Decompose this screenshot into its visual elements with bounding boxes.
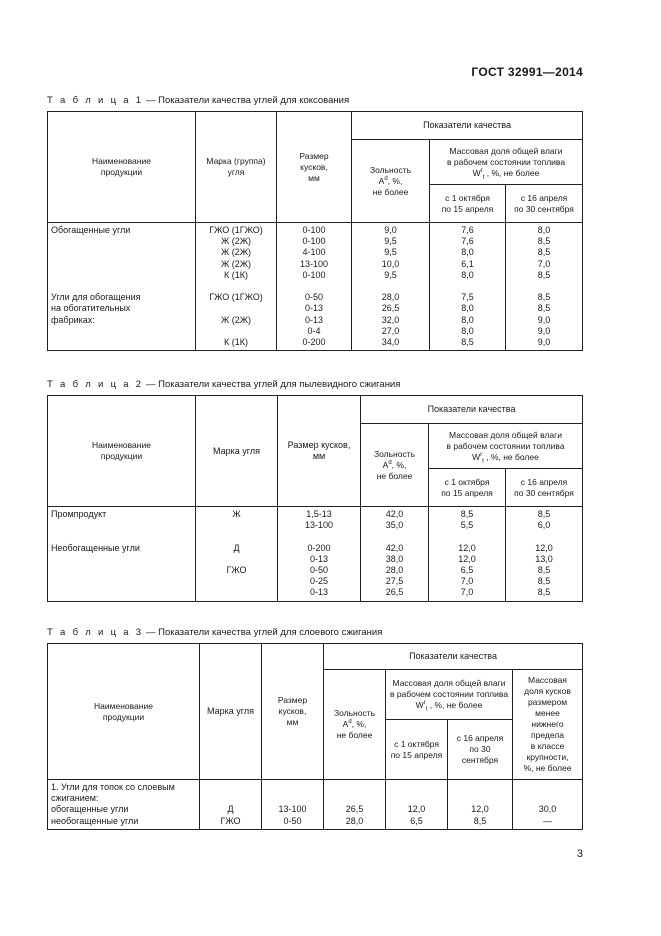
table1-ash (352, 223, 430, 351)
table-cell-line: 8,5 (537, 576, 551, 587)
table-cell-line: Ж (2Ж) (220, 258, 252, 269)
table-cell-line (51, 520, 192, 531)
table2-header-ash: Зольность $A^d$, %, не более (361, 424, 429, 507)
table-cell-line: 8,5 (537, 269, 551, 280)
table-cell-line (51, 247, 192, 258)
table-cell-line: 0-4 (307, 325, 321, 336)
table-cell-line: 8,5 (537, 292, 551, 303)
table-cell-line: Обогащенные угли (51, 225, 131, 235)
table-cell-line: 7,6 (461, 225, 474, 235)
table3-fines (513, 780, 583, 830)
table-cell-line: на обогатительных (51, 303, 131, 314)
table-cell-line: 7,6 (461, 236, 474, 247)
table-cell-line (509, 281, 579, 292)
table-cell-line: Необогащенные угли (51, 542, 140, 553)
table-cell-line: 0-200 (307, 542, 331, 553)
table-cell-line: 28,0 (345, 815, 364, 826)
table-cell-line: 0-50 (283, 815, 302, 826)
table-cell-line (389, 782, 444, 793)
table3-caption (47, 627, 382, 638)
table-cell-line: 9,0 (537, 325, 551, 336)
table-cell-line: 42,0 (385, 542, 404, 553)
table1-moisture-summer (506, 223, 583, 351)
table3-header-fines: Массовая доля кусков размером менее нижнего предела в классе крупности, %, не более (513, 670, 583, 780)
table-cell-line (432, 531, 502, 542)
table-cell-line: 8,5 (461, 336, 474, 347)
table-cell-line (51, 576, 192, 587)
table-cell-line (509, 531, 579, 542)
table-cell-line (451, 793, 509, 804)
table-cell-line (451, 782, 509, 793)
table-cell-line: 8,5 (537, 509, 551, 519)
table-cell-line: 12,0 (458, 542, 476, 553)
table1-header-period1: с 1 октября по 15 апреля (430, 185, 506, 223)
table-cell-line: ГЖО (220, 815, 241, 826)
table2-moisture-winter (429, 507, 506, 602)
table-cell-line: 35,0 (385, 520, 404, 531)
table-cell-line: Ж (2Ж) (220, 236, 252, 247)
table1-grades (196, 223, 277, 351)
table-cell-line (51, 531, 192, 542)
table-cell-line: 8,0 (461, 247, 474, 258)
table-cell-line (51, 236, 192, 247)
table-cell-line: 38,0 (385, 553, 404, 564)
table-cell-line: 28,0 (381, 292, 400, 303)
table-cell-line: 1,5-13 (306, 509, 332, 519)
table2-header-quality: Показатели качества (361, 396, 583, 424)
table-cell-line: 7,5 (461, 292, 474, 303)
table-cell-line: Угли для обогащения (51, 292, 141, 303)
table2-ash (361, 507, 429, 602)
table1-header-grade: Марка (группа) угля (196, 112, 277, 223)
table1-header-moisture: Массовая доля общей влаги в рабочем состоянии топлива $W^r_t$ , %, не более (430, 140, 583, 185)
table1-sizes (277, 223, 352, 351)
table3-header-grade: Марка угля (200, 644, 262, 780)
table-cell-line: 6,5 (410, 815, 423, 826)
table2-grades (196, 507, 278, 602)
table-cell-line: 34,0 (381, 336, 400, 347)
table-cell-line: 6,1 (461, 258, 474, 269)
table-cell-line: 9,5 (384, 247, 397, 258)
table3-header-period1: с 1 октября по 15 апреля (386, 720, 448, 780)
table2-caption-text: — Показатели качества углей для пылевидного сжигания (143, 379, 401, 390)
table-cell-line (199, 531, 274, 542)
table-cell-line: Промпродукт (51, 509, 107, 519)
table3-header-ash: Зольность $A^d$, %, не более (324, 670, 386, 780)
table-cell-line (51, 337, 192, 348)
table-cell-line (516, 793, 579, 804)
table1-caption-prefix: Т а б л и ц а 1 (47, 95, 144, 106)
table-cell-line: 27,5 (385, 576, 404, 587)
table-cell-line (516, 782, 579, 793)
table3-header-quality: Показатели качества (324, 644, 583, 670)
table-cell-line (51, 554, 192, 565)
table3-moisture-summer (448, 780, 513, 830)
table-cell-line (199, 554, 274, 565)
table3-header-moisture: Массовая доля общей влаги в рабочем состоянии топлива $W^r_t$ , %, не более (386, 670, 513, 720)
table-cell-line: Д (233, 542, 240, 553)
table2-names (48, 507, 196, 602)
table-cell-line: фабриках: (51, 314, 95, 325)
table-cell-line (433, 281, 502, 292)
table-cell-line (199, 326, 273, 337)
table1-header-quality: Показатели качества (352, 112, 583, 140)
table-cell-line: 6,5 (460, 564, 474, 575)
table-cell-line (265, 793, 320, 804)
table-cell-line (51, 281, 192, 292)
table-cell-line (199, 281, 273, 292)
table1-caption-text: — Показатели качества углей для коксования (143, 95, 350, 106)
table-cell-line: 8,5 (537, 587, 551, 598)
table-cell-line (51, 326, 192, 337)
table1-caption (47, 95, 349, 106)
table-cell-line: 8,0 (461, 303, 474, 314)
table-cell-line (199, 520, 274, 531)
table-cell-line: необогащенные угли (51, 815, 139, 826)
table-cell-line: 8,5 (537, 564, 551, 575)
table-cell-line: 9,0 (537, 336, 551, 347)
table-cell-line (51, 259, 192, 270)
table2-header-period1: с 1 октября по 15 апреля (429, 469, 506, 507)
table-cell-line: 6,0 (537, 520, 551, 531)
table-cell-line (327, 793, 382, 804)
table-cell-line: 26,5 (385, 587, 404, 598)
table-cell-line: 4-100 (302, 247, 326, 258)
table3-moisture-winter (386, 780, 448, 830)
table3-ash (324, 780, 386, 830)
table-cell-line: 0-13 (304, 314, 323, 325)
table2-header-name: Наименование продукции (48, 396, 196, 507)
table-cell-line: 8,0 (461, 314, 474, 325)
table-cell-line (51, 587, 192, 598)
table-cell-line: Ж (232, 509, 241, 519)
table-cell-line (51, 270, 192, 281)
table-cell-line: 0-100 (302, 225, 326, 235)
table-cell-line: 8,5 (537, 247, 551, 258)
table3-caption-prefix: Т а б л и ц а 3 (47, 627, 144, 638)
table2-header-grade: Марка угля (196, 396, 278, 507)
table-cell-line (199, 587, 274, 598)
table-cell-line: К (1К) (224, 336, 248, 347)
table-cell-line: сжиганием: (51, 793, 99, 804)
table-cell-line: 5,5 (460, 520, 474, 531)
table-cell-line (280, 281, 348, 292)
table-cell-line: К (1К) (224, 269, 248, 280)
table-cell-line: 42,0 (385, 509, 404, 519)
table1 (47, 111, 583, 351)
table-cell-line: 12,0 (471, 804, 489, 815)
table-cell-line (199, 576, 274, 587)
table-cell-line: 0-100 (302, 269, 326, 280)
table-cell-line: 30,0 (538, 804, 557, 815)
table-cell-line (389, 793, 444, 804)
table-cell-line: 8,0 (461, 325, 474, 336)
table-cell-line: 7,0 (537, 258, 551, 269)
table-cell-line (203, 793, 258, 804)
table-cell-line: 26,5 (381, 303, 400, 314)
table-cell-line: — (543, 815, 553, 826)
table2-moisture-summer (506, 507, 583, 602)
table-cell-line (199, 303, 273, 314)
table-cell-line: 8,5 (537, 236, 551, 247)
table-cell-line: 8,0 (461, 269, 474, 280)
table-cell-line: 9,5 (384, 236, 397, 247)
table-cell-line: 12,0 (535, 542, 553, 553)
table-cell-line (364, 531, 425, 542)
table-cell-line: 7,0 (460, 576, 474, 587)
table-cell-line: ГЖО (1ГЖО) (209, 292, 263, 303)
page-number: 3 (576, 848, 583, 860)
standard-designation: ГОСТ 32991—2014 (471, 65, 583, 79)
table-cell-line (265, 782, 320, 793)
table-cell-line: 12,0 (407, 804, 426, 815)
table-cell-line: ГЖО (226, 564, 247, 575)
table-cell-line: 8,5 (460, 509, 474, 519)
table-cell-line: Ж (2Ж) (220, 247, 252, 258)
table-cell-line (51, 565, 192, 576)
table-cell-line: 13-100 (299, 258, 329, 269)
table-cell-line: 9,5 (384, 269, 397, 280)
table-cell-line (281, 531, 357, 542)
table-cell-line: 8,5 (473, 815, 487, 826)
table-cell-line: 0-13 (309, 587, 328, 598)
table3-sizes (262, 780, 324, 830)
table-cell-line: 9,0 (537, 314, 551, 325)
table-cell-line: ГЖО (1ГЖО) (209, 225, 263, 235)
table-cell-line: 26,5 (345, 804, 364, 815)
table-cell-line: 10,0 (381, 258, 400, 269)
table-cell-line (355, 281, 426, 292)
table-cell-line: 12,0 (458, 553, 476, 564)
table-cell-line: 0-100 (302, 236, 326, 247)
table2 (47, 395, 583, 602)
table-cell-line: 32,0 (381, 314, 400, 325)
table-cell-line (203, 782, 258, 793)
table2-header-size: Размер кусков, мм (278, 396, 361, 507)
table1-header-ash: Зольность $A^d$, %, не более (352, 140, 430, 223)
table-cell-line: 8,5 (537, 303, 551, 314)
table3-names (48, 780, 200, 830)
table-cell-line: 0-13 (309, 553, 328, 564)
table2-caption-prefix: Т а б л и ц а 2 (47, 379, 144, 390)
table-cell-line: 8,0 (537, 225, 551, 235)
table2-header-moisture: Массовая доля общей влаги в рабочем состоянии топлива $W^r_t$ , %, не более (429, 424, 583, 469)
table2-caption (47, 379, 400, 390)
table1-names (48, 223, 196, 351)
table3-caption-text: — Показатели качества углей для слоевого сжигания (143, 627, 383, 638)
table-cell-line: Д (227, 804, 234, 815)
table-cell-line: 0-13 (304, 303, 323, 314)
table-cell-line: 9,0 (384, 225, 397, 235)
table3-header-size: Размер кусков, мм (262, 644, 324, 780)
table-cell-line: 13-100 (304, 520, 334, 531)
table-cell-line: 28,0 (385, 564, 404, 575)
table-cell-line: 0-50 (309, 564, 328, 575)
table-cell-line: Ж (2Ж) (220, 314, 252, 325)
table1-header-name: Наименование продукции (48, 112, 196, 223)
table3-grades (200, 780, 262, 830)
table1-header-period2: с 16 апреля по 30 сентября (506, 185, 583, 223)
table-cell-line: 7,0 (460, 587, 474, 598)
table-cell-line: 13,0 (535, 553, 553, 564)
table-cell-line (327, 782, 382, 793)
table2-sizes (278, 507, 361, 602)
table3-header-name: Наименование продукции (48, 644, 200, 780)
table3 (47, 643, 583, 830)
table-cell-line: обогащенные угли (51, 804, 129, 815)
table1-moisture-winter (430, 223, 506, 351)
table3-header-period2: с 16 апреля по 30 сентября (448, 720, 513, 780)
table1-header-size: Размер кусков, мм (277, 112, 352, 223)
table-cell-line: 0-50 (304, 292, 323, 303)
table-cell-line: 13-100 (278, 804, 307, 815)
table-cell-line: 0-25 (309, 576, 328, 587)
table-cell-line: 27,0 (381, 325, 400, 336)
table2-header-period2: с 16 апреля по 30 сентября (506, 469, 583, 507)
table-cell-line: 1. Угли для топок со слоевым (51, 782, 175, 792)
table-cell-line: 0-200 (302, 336, 326, 347)
